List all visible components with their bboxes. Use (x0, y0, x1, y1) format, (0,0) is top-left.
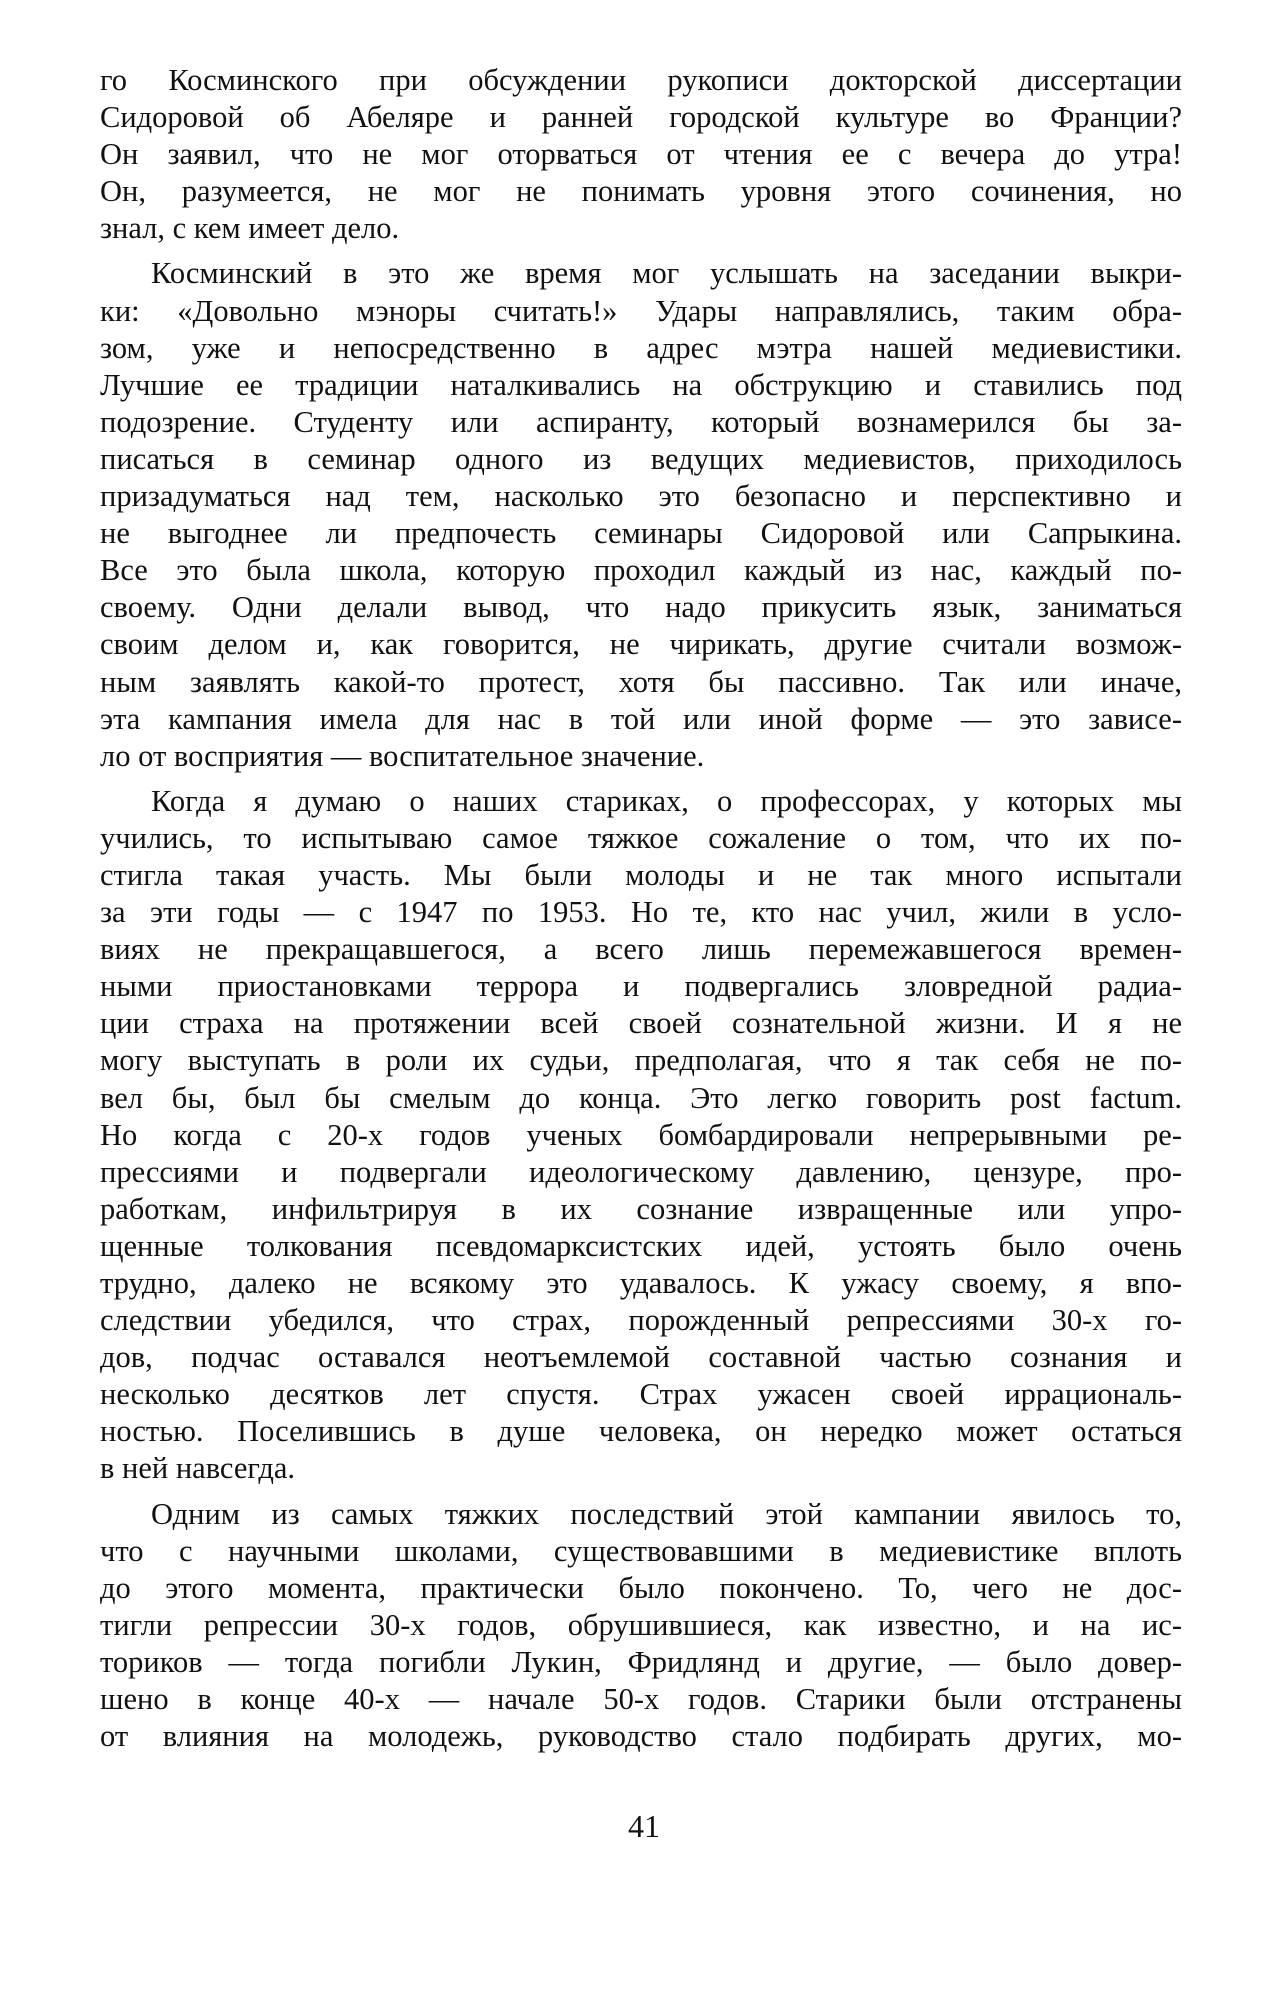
text-line: своему. Одни делали вывод, что надо прикусить язык, заниматься (100, 590, 1182, 625)
text-line: подозрение. Студенту или аспиранту, который вознамерился бы за- (100, 404, 1182, 439)
text-line: что с научными школами, существовавшими в медиевистике вплоть (100, 1533, 1182, 1568)
paragraph (100, 255, 1182, 774)
text-line: зом, уже и непосредственно в адрес мэтра нашей медиевистики. (100, 330, 1182, 365)
text-line: учились, то испытываю самое тяжкое сожаление о том, что их по- (100, 820, 1182, 855)
text-line: за эти годы — с 1947 по 1953. Но те, кто нас учил, жили в усло- (100, 895, 1182, 930)
text-line: Одним из самых тяжких последствий этой кампании явилось то, (151, 1496, 1182, 1531)
text-line: Он, разумеется, не мог не понимать уровня этого сочинения, но (100, 174, 1182, 209)
text-line: следствии убедился, что страх, порожденный репрессиями 30-х го- (100, 1303, 1182, 1338)
paragraph (100, 62, 1182, 247)
text-line: Все это была школа, которую проходил каждый из нас, каждый по- (100, 553, 1182, 588)
text-line: дов, подчас оставался неотъемлемой составной частью сознания и (100, 1340, 1182, 1375)
page-number: 41 (628, 1808, 660, 1844)
text-line: ным заявлять какой-то протест, хотя бы пассивно. Так или иначе, (100, 664, 1182, 699)
text-line: тигли репрессии 30-х годов, обрушившиеся, как известно, и на ис- (100, 1607, 1182, 1642)
text-line: эта кампания имела для нас в той или иной форме — это зависе- (100, 701, 1182, 736)
text-line: Но когда с 20-х годов ученых бомбардировали непрерывными ре- (100, 1117, 1182, 1152)
text-line: призадуматься над тем, насколько это безопасно и перспективно и (100, 479, 1182, 514)
text-line: от влияния на молодежь, руководство стало подбирать других, мо- (100, 1719, 1182, 1754)
text-line: вел бы, был бы смелым до конца. Это легко говорить post factum. (100, 1080, 1182, 1115)
text-line: Косминский в это же время мог услышать на заседании выкри- (151, 256, 1182, 291)
text-line: своим делом и, как говорится, не чирикать, другие считали возмож- (100, 627, 1182, 662)
text-line: Он заявил, что не мог оторваться от чтения ее с вечера до утра! (100, 137, 1182, 172)
paragraph (100, 1496, 1182, 1756)
text-line: работкам, инфильтрируя в их сознание извращенные или упро- (100, 1191, 1182, 1226)
text-line: Лучшие ее традиции наталкивались на обструкцию и ставились под (100, 367, 1182, 402)
text-line: щенные толкования псевдомарксистских идей, устоять было очень (100, 1228, 1182, 1263)
text-line: Когда я думаю о наших стариках, о профессорах, у которых мы (151, 783, 1182, 818)
text-line: несколько десятков лет спустя. Страх ужасен своей иррациональ- (100, 1377, 1182, 1412)
text-line: в ней навсегда. (100, 1451, 296, 1486)
text-line: стигла такая участь. Мы были молоды и не так много испытали (100, 857, 1182, 892)
text-line: ториков — тогда погибли Лукин, Фридлянд и другие, — было довер- (100, 1644, 1182, 1679)
text-line: трудно, далеко не всякому это удавалось. К ужасу своему, я впо- (100, 1266, 1182, 1300)
text-line: прессиями и подвергали идеологическому давлению, цензуре, про- (100, 1154, 1182, 1189)
text-line: могу выступать в роли их судьи, предполагая, что я так себя не по- (100, 1043, 1182, 1078)
text-line: ными приостановками террора и подвергались зловредной радиа- (100, 969, 1182, 1004)
text-line: го Косминского при обсуждении рукописи докторской диссертации (100, 63, 1182, 97)
text-line: ки: «Довольно мэноры считать!» Удары направлялись, таким обра- (100, 293, 1182, 328)
text-line: Сидоровой об Абеляре и ранней городской культуре во Франции? (100, 100, 1182, 135)
text-line: писаться в семинар одного из ведущих медиевистов, приходилось (100, 441, 1182, 476)
text-line: ностью. Поселившись в душе человека, он нередко может остаться (100, 1414, 1182, 1449)
text-line: ло от восприятия — воспитательное значение. (100, 738, 705, 773)
text-line: шено в конце 40-х — начале 50-х годов. Старики были отстранены (100, 1682, 1182, 1717)
text-line: знал, с кем имеет дело. (100, 211, 400, 246)
page-body (100, 62, 1182, 1755)
text-line: не выгоднее ли предпочесть семинары Сидоровой или Сапрыкина. (100, 516, 1182, 551)
paragraph (100, 783, 1182, 1488)
text-line: виях не прекращавшегося, а всего лишь перемежавшегося времен- (100, 932, 1182, 967)
text-line: ции страха на протяжении всей своей сознательной жизни. И я не (100, 1006, 1182, 1041)
text-line: до этого момента, практически было покончено. То, чего не дос- (100, 1570, 1182, 1605)
